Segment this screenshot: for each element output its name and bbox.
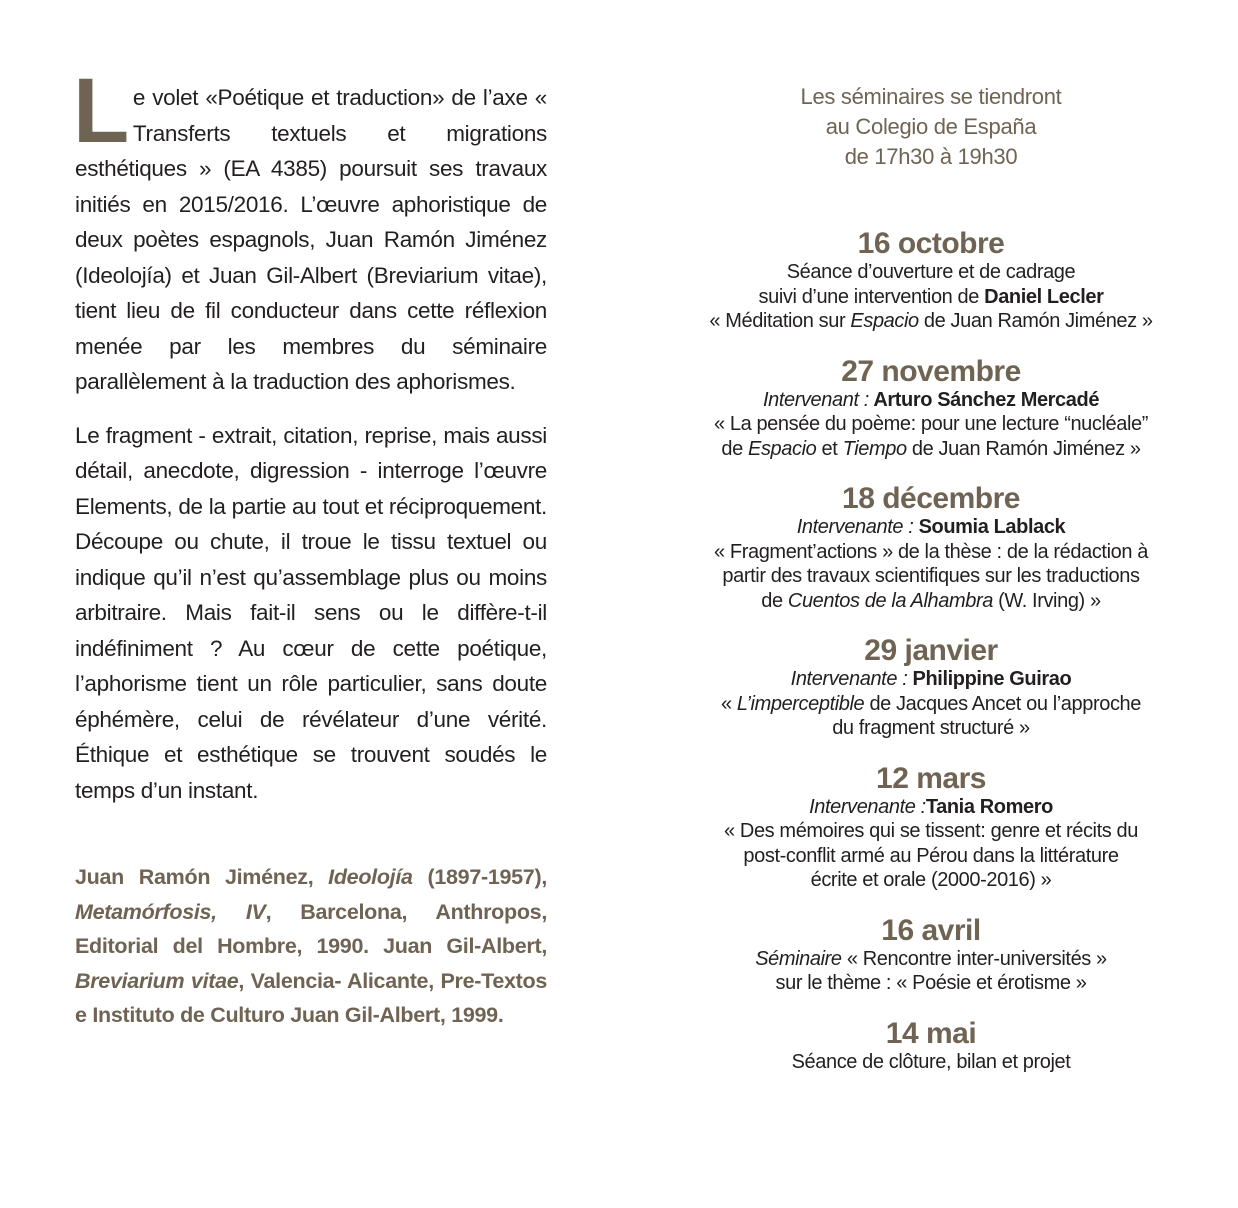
right-column (690, 82, 1172, 1086)
event-title: du fragment structuré » (832, 717, 1030, 739)
work-title: Espacio (748, 437, 817, 460)
speaker-line (690, 795, 1172, 820)
intro-paragraph-text: e volet «Poétique et traduction» de l’axe « Transferts textuels et migrations esthétiques » (EA 4385) poursuit ses travaux initiés en 2015/2016. L’œuvre aphoristique de deux poètes espagnols, Juan Ramón Jiménez (Ideolojía) et Juan Gil-Albert (Breviarium vitae), tient lieu de fil conducteur dans cette réflexion menée par les membres du séminaire parallèlement à la traduction des aphorismes. (75, 85, 547, 394)
venue-line: au Colegio de España (825, 114, 1037, 139)
speaker-name: Tania Romero (925, 795, 1053, 818)
event-text: et (816, 437, 843, 460)
event-date: 18 décembre (842, 482, 1020, 515)
biblio-title: Metamórfosis, IV (75, 899, 266, 924)
biblio-text: , Valencia- Alicante, Pre-Textos e Instituto de Culturo Juan Gil-Albert, 1999. (75, 968, 547, 1027)
seminar-schedule (690, 228, 1172, 1074)
event-text: « Rencontre inter-universités » (841, 947, 1107, 970)
work-title: Cuentos de la Alhambra (787, 589, 993, 612)
fragment-paragraph: Le fragment - extrait, citation, reprise, mais aussi détail, anecdote, digression - interroge l’œuvre Elements, de la partie au tout et réciproquement. Découpe ou chute, il troue le tissu textuel ou indique qu’il n’est qu’assemblage plus ou moins arbitraire. Mais fait-il sens ou le diffère-t-il indéfiniment ? Au cœur de cette poétique, l’aphorisme tient un rôle particulier, sans doute éphémère, celui de révélateur d’une vérité. Éthique et esthétique se trouvent soudés le temps d’un instant. (75, 422, 547, 803)
biblio-text: (1897-1957), (412, 865, 547, 889)
venue-line: Les séminaires se tiendront (800, 84, 1062, 109)
event-date: 14 mai (885, 1016, 977, 1050)
event-text: « Méditation sur (709, 310, 851, 332)
event-text: de Jacques Ancet ou l’approche (864, 692, 1141, 715)
event-item (690, 915, 1172, 996)
event-date: 16 octobre (857, 227, 1005, 260)
speaker-line (690, 667, 1172, 692)
event-text: de (721, 437, 749, 460)
bibliography (75, 860, 547, 1033)
event-title: « Fragment’actions » de la thèse : de la rédaction à (714, 540, 1148, 563)
speaker-role: Intervenante : (790, 668, 908, 690)
biblio-title: Ideolojía (328, 865, 413, 889)
event-title: partir des travaux scientifiques sur les traductions (722, 565, 1140, 587)
event-item (690, 483, 1172, 613)
work-title: L’imperceptible (736, 692, 865, 715)
event-date: 16 avril (881, 913, 981, 947)
drop-cap: L (73, 60, 129, 162)
event-date: 29 janvier (864, 634, 998, 667)
event-title (690, 309, 1172, 334)
event-text: de (761, 589, 788, 612)
biblio-title: Breviarium vitae (75, 968, 239, 993)
event-date: 12 mars (876, 761, 986, 795)
event-title: post-conflit armé au Pérou dans la littérature (743, 844, 1119, 867)
event-item (690, 1018, 1172, 1075)
left-column (73, 60, 547, 1033)
speaker-name: Philippine Guirao (907, 668, 1072, 690)
event-date: 27 novembre (841, 354, 1021, 388)
work-title: Tiempo (842, 437, 907, 460)
event-description (690, 947, 1172, 972)
event-description: Séance de clôture, bilan et projet (791, 1050, 1071, 1073)
event-title (690, 437, 1172, 462)
biblio-text: , Barcelona, Anthropos, Editorial del Hombre, 1990. Juan Gil-Albert, (75, 899, 547, 958)
event-text: de Juan Ramón Jiménez » (906, 437, 1141, 460)
speaker-name: Soumia Lablack (913, 516, 1066, 538)
event-item (690, 635, 1172, 741)
event-text: de Juan Ramón Jiménez » (918, 310, 1153, 332)
event-title: « La pensée du poème: pour une lecture “nucléale” (713, 413, 1149, 435)
event-title (690, 589, 1172, 614)
event-item (690, 228, 1172, 334)
speaker-role: Intervenante : (809, 795, 926, 818)
speaker-name: Daniel Lecler (984, 285, 1104, 308)
event-description: sur le thème : « Poésie et érotisme » (775, 972, 1087, 994)
speaker-role: Intervenante : (796, 516, 914, 538)
biblio-text: Juan Ramón Jiménez, (75, 865, 329, 889)
event-description: Séance d’ouverture et de cadrage (786, 261, 1076, 283)
venue-info (690, 82, 1172, 172)
event-title: écrite et orale (2000-2016) » (810, 869, 1052, 891)
speaker-role: Intervenant : (762, 388, 869, 411)
speaker-line (690, 515, 1172, 540)
event-type: Séminaire (755, 947, 842, 970)
event-item (690, 356, 1172, 462)
event-text: « (720, 692, 737, 715)
event-description (690, 285, 1172, 310)
speaker-name: Arturo Sánchez Mercadé (868, 388, 1100, 411)
venue-line: de 17h30 à 19h30 (844, 144, 1018, 169)
event-title (690, 692, 1172, 717)
speaker-line (690, 388, 1172, 413)
event-item (690, 763, 1172, 893)
work-title: Espacio (850, 310, 919, 332)
event-text: (W. Irving) » (992, 589, 1101, 612)
event-text: suivi d’une intervention de (758, 285, 985, 308)
intro-paragraph (73, 60, 547, 400)
event-title: « Des mémoires qui se tissent: genre et récits du (724, 820, 1138, 842)
